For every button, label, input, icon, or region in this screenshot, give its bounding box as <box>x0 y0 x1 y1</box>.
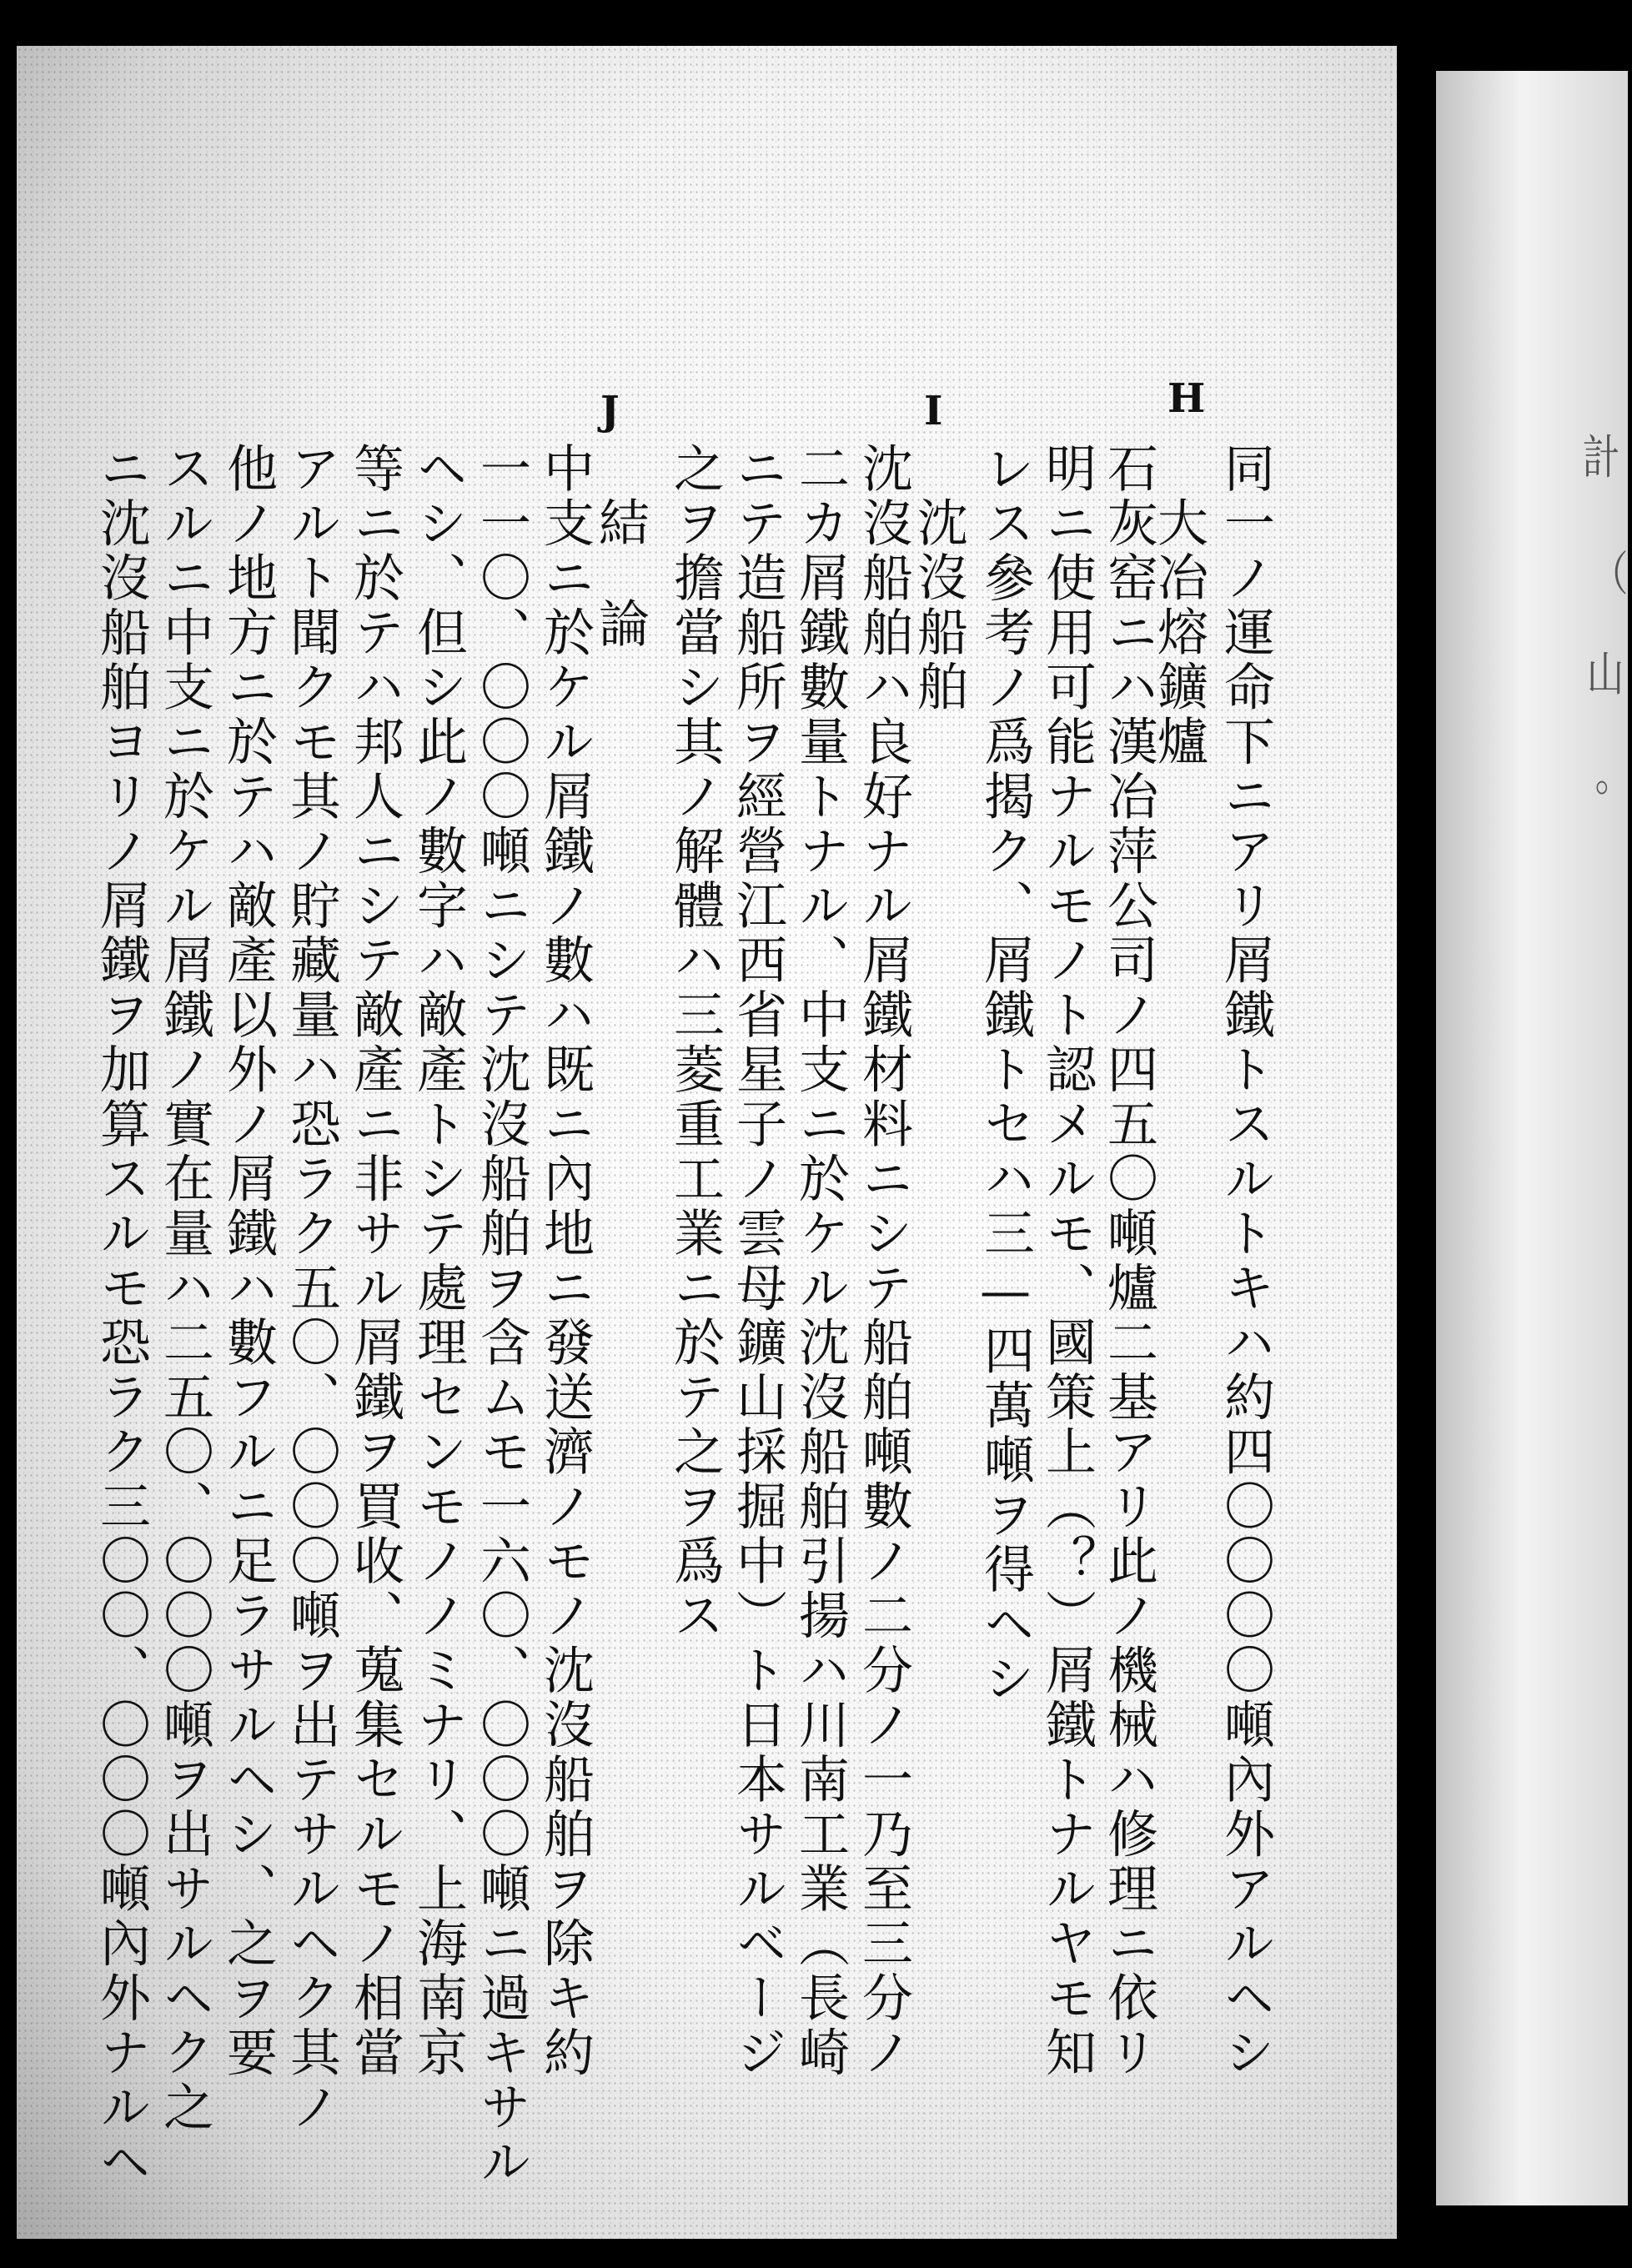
heading-sunken-ships: 沈沒船舶 <box>909 496 968 715</box>
text-column-14: ヘシ、但シ此ノ數字ハ敵產トシテ處理センモノノミナリ、上海南京 <box>409 442 468 2080</box>
page-gutter <box>1401 50 1436 2201</box>
document-page <box>17 46 1397 2239</box>
adjacent-glyph-4: 。 <box>1594 748 1632 802</box>
adjacent-glyph-1: 計 <box>1582 431 1620 485</box>
text-column-7: 沈沒船舶ハ良好ナル屑鐵材料ニシテ船舶噸數ノ二分ノ一乃至三分ノ <box>854 442 913 2080</box>
adjacent-glyph-2: （ <box>1590 548 1629 602</box>
text-column-18: スルニ中支ニ於ケル屑鐵ノ實在量ハ二五〇、〇〇〇噸ヲ出サルヘク之 <box>155 442 214 2135</box>
section-marker-j: J <box>600 388 620 434</box>
text-column-17: 他ノ地方ニ於テハ敵產以外ノ屑鐵ハ數フルニ足ラサルヘシ、之ヲ要 <box>218 442 278 2080</box>
text-column-8: 二カ屑鐵數量トナル、中支ニ於ケル沈沒船舶引揚ハ川南工業（長崎 <box>791 442 850 2080</box>
text-column-5: レス參考ノ爲揭ク、屑鐵トセハ三—四萬噸ヲ得ヘシ <box>976 442 1035 1707</box>
text-column-9: ニテ造船所ヲ經營江西省星子ノ雲母鑛山採掘中）ト日本サルベージ <box>728 442 787 2080</box>
text-column-19: ニ沈沒船舶ヨリノ屑鐵ヲ加算スルモ恐ラク三〇〇、〇〇〇噸內外ナルヘ <box>92 442 151 2190</box>
section-marker-i: I <box>924 388 943 434</box>
heading-conclusion: 結論 <box>590 496 650 698</box>
text-column-12: 中支ニ於ケル屑鐵ノ數ハ既ニ內地ニ發送濟ノモノ沈沒船舶ヲ除キ約 <box>535 442 595 2080</box>
adjacent-glyph-3: 山 <box>1586 648 1624 702</box>
text-column-13: 一一〇、〇〇〇噸ニシテ沈沒船舶ヲ含ムモ一六〇、〇〇〇噸ニ過キサル <box>472 442 531 2190</box>
text-column-4: 明ニ使用可能ナルモノト認メルモ、國策上（？）屑鐵トナルヤモ知 <box>1037 442 1097 2080</box>
section-marker-h: H <box>1168 375 1206 422</box>
heading-blast-furnace: 大冶熔鑛爐 <box>1149 496 1208 770</box>
text-column-3: 石灰窑ニハ漢冶萍公司ノ四五〇噸爐二基アリ此ノ機械ハ修理ニ依リ <box>1099 442 1158 2080</box>
text-column-10: 之ヲ擔當シ其ノ解體ハ三菱重工業ニ於テ之ヲ爲ス <box>665 442 725 1643</box>
text-column-16: アルト聞クモ其ノ貯藏量ハ恐ラク五〇、〇〇〇噸ヲ出テサルヘク其ノ <box>282 442 341 2135</box>
text-column-15: 等ニ於テハ邦人ニシテ敵產ニ非サル屑鐵ヲ買收、蒐集セルモノ相當 <box>345 442 404 2080</box>
text-column-1: 同一ノ運命下ニアリ屑鐵トスルトキハ約四〇〇〇〇噸內外アルヘシ <box>1216 442 1275 2080</box>
adjacent-page-edge <box>1436 71 1632 2205</box>
